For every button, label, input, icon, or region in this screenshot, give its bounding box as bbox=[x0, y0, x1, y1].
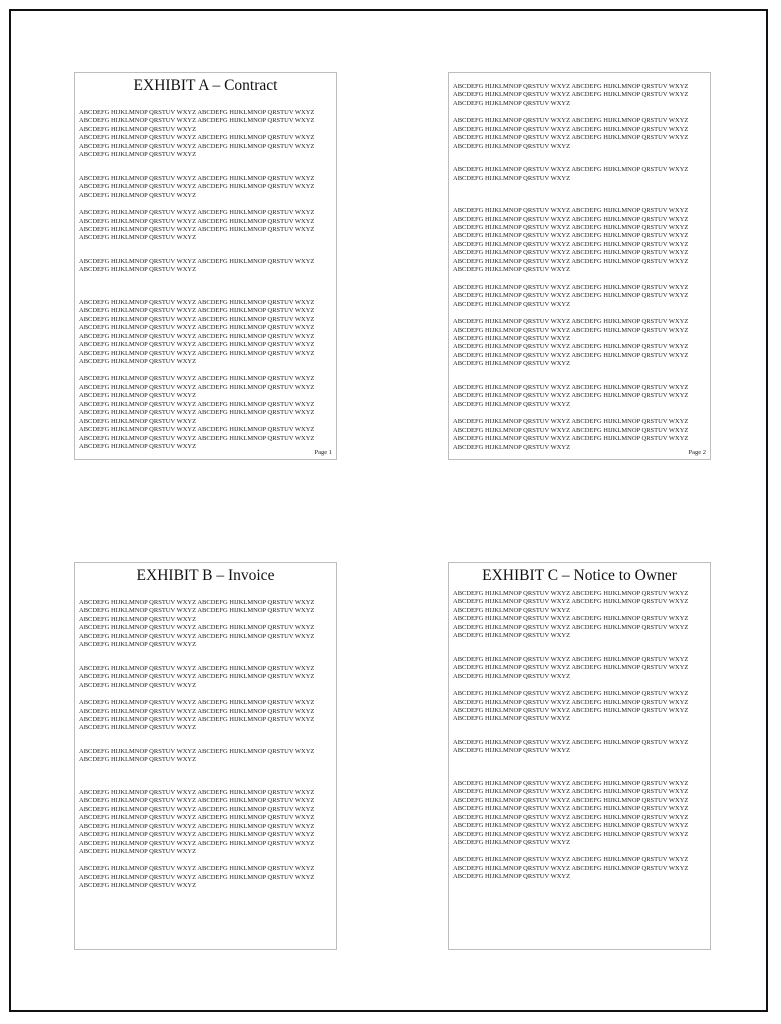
page-number: Page 1 bbox=[314, 449, 332, 456]
text-line: ABCDEFG HIJKLMNOP QRSTUV WXYZ ABCDEFG HIJKLMNOP QRSTUV WXYZ bbox=[79, 332, 315, 340]
text-line: ABCDEFG HIJKLMNOP QRSTUV WXYZ ABCDEFG HIJKLMNOP QRSTUV WXYZ bbox=[453, 215, 689, 223]
text-line: ABCDEFG HIJKLMNOP QRSTUV WXYZ bbox=[79, 234, 197, 242]
page-title: EXHIBIT B – Invoice bbox=[136, 567, 275, 584]
page-exhibit-c bbox=[448, 562, 711, 950]
text-line: ABCDEFG HIJKLMNOP QRSTUV WXYZ ABCDEFG HIJKLMNOP QRSTUV WXYZ bbox=[453, 83, 689, 90]
text-line: ABCDEFG HIJKLMNOP QRSTUV WXYZ ABCDEFG HIJKLMNOP QRSTUV WXYZ bbox=[453, 664, 689, 672]
text-line: ABCDEFG HIJKLMNOP QRSTUV WXYZ bbox=[453, 266, 571, 274]
paragraph bbox=[453, 117, 706, 151]
text-line: ABCDEFG HIJKLMNOP QRSTUV WXYZ ABCDEFG HIJKLMNOP QRSTUV WXYZ bbox=[79, 599, 315, 606]
text-line: ABCDEFG HIJKLMNOP QRSTUV WXYZ ABCDEFG HIJKLMNOP QRSTUV WXYZ bbox=[79, 607, 315, 615]
text-line: ABCDEFG HIJKLMNOP QRSTUV WXYZ ABCDEFG HIJKLMNOP QRSTUV WXYZ bbox=[79, 873, 315, 881]
text-line: ABCDEFG HIJKLMNOP QRSTUV WXYZ bbox=[79, 151, 197, 159]
paragraph bbox=[79, 789, 332, 857]
text-line: ABCDEFG HIJKLMNOP QRSTUV WXYZ bbox=[453, 747, 571, 755]
text-line: ABCDEFG HIJKLMNOP QRSTUV WXYZ ABCDEFG HIJKLMNOP QRSTUV WXYZ bbox=[79, 400, 315, 408]
text-line: ABCDEFG HIJKLMNOP QRSTUV WXYZ ABCDEFG HIJKLMNOP QRSTUV WXYZ bbox=[453, 779, 689, 787]
text-line: ABCDEFG HIJKLMNOP QRSTUV WXYZ ABCDEFG HIJKLMNOP QRSTUV WXYZ bbox=[453, 166, 689, 174]
text-line: ABCDEFG HIJKLMNOP QRSTUV WXYZ ABCDEFG HIJKLMNOP QRSTUV WXYZ bbox=[79, 341, 315, 349]
text-line: ABCDEFG HIJKLMNOP QRSTUV WXYZ ABCDEFG HIJKLMNOP QRSTUV WXYZ bbox=[453, 240, 689, 248]
text-line: ABCDEFG HIJKLMNOP QRSTUV WXYZ ABCDEFG HIJKLMNOP QRSTUV WXYZ bbox=[453, 690, 689, 698]
text-line: ABCDEFG HIJKLMNOP QRSTUV WXYZ ABCDEFG HIJKLMNOP QRSTUV WXYZ bbox=[453, 706, 689, 714]
text-line: ABCDEFG HIJKLMNOP QRSTUV WXYZ ABCDEFG HIJKLMNOP QRSTUV WXYZ bbox=[453, 822, 689, 830]
text-line: ABCDEFG HIJKLMNOP QRSTUV WXYZ bbox=[453, 142, 571, 150]
paragraph bbox=[453, 418, 706, 452]
paragraph bbox=[453, 656, 706, 681]
text-line: ABCDEFG HIJKLMNOP QRSTUV WXYZ ABCDEFG HIJKLMNOP QRSTUV WXYZ bbox=[79, 349, 315, 357]
text-line: ABCDEFG HIJKLMNOP QRSTUV WXYZ ABCDEFG HIJKLMNOP QRSTUV WXYZ bbox=[453, 257, 689, 265]
paragraph bbox=[79, 865, 332, 890]
paragraph bbox=[79, 209, 332, 243]
text-line: ABCDEFG HIJKLMNOP QRSTUV WXYZ ABCDEFG HIJKLMNOP QRSTUV WXYZ bbox=[79, 225, 315, 233]
text-line: ABCDEFG HIJKLMNOP QRSTUV WXYZ bbox=[79, 615, 197, 623]
text-line: ABCDEFG HIJKLMNOP QRSTUV WXYZ ABCDEFG HIJKLMNOP QRSTUV WXYZ bbox=[79, 315, 315, 323]
text-line: ABCDEFG HIJKLMNOP QRSTUV WXYZ ABCDEFG HIJKLMNOP QRSTUV WXYZ bbox=[79, 134, 315, 142]
text-line: ABCDEFG HIJKLMNOP QRSTUV WXYZ ABCDEFG HIJKLMNOP QRSTUV WXYZ bbox=[79, 257, 315, 265]
paragraph bbox=[79, 299, 332, 367]
text-line: ABCDEFG HIJKLMNOP QRSTUV WXYZ ABCDEFG HIJKLMNOP QRSTUV WXYZ bbox=[453, 590, 689, 597]
text-line: ABCDEFG HIJKLMNOP QRSTUV WXYZ ABCDEFG HIJKLMNOP QRSTUV WXYZ bbox=[79, 788, 315, 796]
text-line: ABCDEFG HIJKLMNOP QRSTUV WXYZ bbox=[453, 300, 571, 308]
text-line: ABCDEFG HIJKLMNOP QRSTUV WXYZ bbox=[79, 417, 197, 425]
text-line: ABCDEFG HIJKLMNOP QRSTUV WXYZ bbox=[453, 360, 571, 368]
text-line: ABCDEFG HIJKLMNOP QRSTUV WXYZ bbox=[79, 641, 197, 649]
text-line: ABCDEFG HIJKLMNOP QRSTUV WXYZ bbox=[79, 191, 197, 199]
text-line: ABCDEFG HIJKLMNOP QRSTUV WXYZ ABCDEFG HIJKLMNOP QRSTUV WXYZ bbox=[453, 223, 689, 231]
text-line: ABCDEFG HIJKLMNOP QRSTUV WXYZ bbox=[79, 392, 197, 400]
text-line: ABCDEFG HIJKLMNOP QRSTUV WXYZ ABCDEFG HIJKLMNOP QRSTUV WXYZ bbox=[79, 209, 315, 217]
text-line: ABCDEFG HIJKLMNOP QRSTUV WXYZ ABCDEFG HIJKLMNOP QRSTUV WXYZ bbox=[79, 632, 315, 640]
text-line: ABCDEFG HIJKLMNOP QRSTUV WXYZ ABCDEFG HIJKLMNOP QRSTUV WXYZ bbox=[453, 698, 689, 706]
text-line: ABCDEFG HIJKLMNOP QRSTUV WXYZ ABCDEFG HIJKLMNOP QRSTUV WXYZ bbox=[453, 796, 689, 804]
text-line: ABCDEFG HIJKLMNOP QRSTUV WXYZ ABCDEFG HIJKLMNOP QRSTUV WXYZ bbox=[79, 865, 315, 873]
text-line: ABCDEFG HIJKLMNOP QRSTUV WXYZ ABCDEFG HIJKLMNOP QRSTUV WXYZ bbox=[79, 183, 315, 191]
text-line: ABCDEFG HIJKLMNOP QRSTUV WXYZ ABCDEFG HIJKLMNOP QRSTUV WXYZ bbox=[453, 856, 689, 864]
paragraph bbox=[79, 258, 332, 275]
paragraph bbox=[79, 599, 332, 650]
text-line: ABCDEFG HIJKLMNOP QRSTUV WXYZ ABCDEFG HIJKLMNOP QRSTUV WXYZ bbox=[453, 283, 689, 291]
text-line: ABCDEFG HIJKLMNOP QRSTUV WXYZ ABCDEFG HIJKLMNOP QRSTUV WXYZ bbox=[79, 174, 315, 182]
text-line: ABCDEFG HIJKLMNOP QRSTUV WXYZ ABCDEFG HIJKLMNOP QRSTUV WXYZ bbox=[453, 117, 689, 125]
text-line: ABCDEFG HIJKLMNOP QRSTUV WXYZ bbox=[453, 838, 571, 846]
text-line: ABCDEFG HIJKLMNOP QRSTUV WXYZ ABCDEFG HIJKLMNOP QRSTUV WXYZ bbox=[79, 839, 315, 847]
paragraph bbox=[453, 166, 706, 183]
text-line: ABCDEFG HIJKLMNOP QRSTUV WXYZ ABCDEFG HIJKLMNOP QRSTUV WXYZ bbox=[453, 435, 689, 443]
text-line: ABCDEFG HIJKLMNOP QRSTUV WXYZ ABCDEFG HIJKLMNOP QRSTUV WXYZ bbox=[453, 805, 689, 813]
text-line: ABCDEFG HIJKLMNOP QRSTUV WXYZ bbox=[453, 606, 571, 614]
text-line: ABCDEFG HIJKLMNOP QRSTUV WXYZ ABCDEFG HIJKLMNOP QRSTUV WXYZ bbox=[453, 343, 689, 351]
text-line: ABCDEFG HIJKLMNOP QRSTUV WXYZ ABCDEFG HIJKLMNOP QRSTUV WXYZ bbox=[453, 418, 689, 426]
text-line: ABCDEFG HIJKLMNOP QRSTUV WXYZ ABCDEFG HIJKLMNOP QRSTUV WXYZ bbox=[79, 831, 315, 839]
paragraph bbox=[79, 665, 332, 690]
text-line: ABCDEFG HIJKLMNOP QRSTUV WXYZ ABCDEFG HIJKLMNOP QRSTUV WXYZ bbox=[453, 830, 689, 838]
text-line: ABCDEFG HIJKLMNOP QRSTUV WXYZ ABCDEFG HIJKLMNOP QRSTUV WXYZ bbox=[79, 109, 315, 116]
text-line: ABCDEFG HIJKLMNOP QRSTUV WXYZ ABCDEFG HIJKLMNOP QRSTUV WXYZ bbox=[79, 664, 315, 672]
text-line: ABCDEFG HIJKLMNOP QRSTUV WXYZ ABCDEFG HIJKLMNOP QRSTUV WXYZ bbox=[79, 217, 315, 225]
text-line: ABCDEFG HIJKLMNOP QRSTUV WXYZ ABCDEFG HIJKLMNOP QRSTUV WXYZ bbox=[79, 707, 315, 715]
text-line: ABCDEFG HIJKLMNOP QRSTUV WXYZ ABCDEFG HIJKLMNOP QRSTUV WXYZ bbox=[453, 326, 689, 334]
text-line: ABCDEFG HIJKLMNOP QRSTUV WXYZ bbox=[453, 99, 571, 107]
paragraph bbox=[453, 856, 706, 881]
paragraph bbox=[453, 207, 706, 275]
text-line: ABCDEFG HIJKLMNOP QRSTUV WXYZ bbox=[453, 400, 571, 408]
page-title: EXHIBIT C – Notice to Owner bbox=[482, 567, 677, 584]
text-line: ABCDEFG HIJKLMNOP QRSTUV WXYZ ABCDEFG HIJKLMNOP QRSTUV WXYZ bbox=[79, 624, 315, 632]
text-line: ABCDEFG HIJKLMNOP QRSTUV WXYZ bbox=[79, 357, 197, 365]
paragraph bbox=[453, 780, 706, 848]
paragraph bbox=[453, 318, 706, 369]
paragraph bbox=[453, 690, 706, 724]
text-line: ABCDEFG HIJKLMNOP QRSTUV WXYZ ABCDEFG HIJKLMNOP QRSTUV WXYZ bbox=[453, 91, 689, 99]
page-number: Page 2 bbox=[688, 449, 706, 456]
text-line: ABCDEFG HIJKLMNOP QRSTUV WXYZ bbox=[453, 443, 571, 451]
page-exhibit-a-continued bbox=[448, 72, 711, 460]
paragraph bbox=[453, 590, 706, 641]
text-line: ABCDEFG HIJKLMNOP QRSTUV WXYZ ABCDEFG HIJKLMNOP QRSTUV WXYZ bbox=[453, 351, 689, 359]
text-line: ABCDEFG HIJKLMNOP QRSTUV WXYZ ABCDEFG HIJKLMNOP QRSTUV WXYZ bbox=[79, 426, 315, 434]
text-line: ABCDEFG HIJKLMNOP QRSTUV WXYZ ABCDEFG HIJKLMNOP QRSTUV WXYZ bbox=[453, 864, 689, 872]
text-line: ABCDEFG HIJKLMNOP QRSTUV WXYZ bbox=[453, 334, 571, 342]
text-line: ABCDEFG HIJKLMNOP QRSTUV WXYZ ABCDEFG HIJKLMNOP QRSTUV WXYZ bbox=[79, 699, 315, 707]
text-line: ABCDEFG HIJKLMNOP QRSTUV WXYZ ABCDEFG HIJKLMNOP QRSTUV WXYZ bbox=[79, 747, 315, 755]
paragraph bbox=[453, 739, 706, 756]
text-line: ABCDEFG HIJKLMNOP QRSTUV WXYZ ABCDEFG HIJKLMNOP QRSTUV WXYZ bbox=[453, 615, 689, 623]
text-line: ABCDEFG HIJKLMNOP QRSTUV WXYZ bbox=[79, 847, 197, 855]
paragraph bbox=[79, 748, 332, 765]
text-line: ABCDEFG HIJKLMNOP QRSTUV WXYZ ABCDEFG HIJKLMNOP QRSTUV WXYZ bbox=[79, 375, 315, 383]
text-line: ABCDEFG HIJKLMNOP QRSTUV WXYZ ABCDEFG HIJKLMNOP QRSTUV WXYZ bbox=[79, 324, 315, 332]
text-line: ABCDEFG HIJKLMNOP QRSTUV WXYZ ABCDEFG HIJKLMNOP QRSTUV WXYZ bbox=[453, 813, 689, 821]
text-line: ABCDEFG HIJKLMNOP QRSTUV WXYZ ABCDEFG HIJKLMNOP QRSTUV WXYZ bbox=[79, 298, 315, 306]
text-line: ABCDEFG HIJKLMNOP QRSTUV WXYZ bbox=[453, 873, 571, 881]
text-line: ABCDEFG HIJKLMNOP QRSTUV WXYZ ABCDEFG HIJKLMNOP QRSTUV WXYZ bbox=[453, 623, 689, 631]
page-title: EXHIBIT A – Contract bbox=[133, 77, 278, 94]
text-line: ABCDEFG HIJKLMNOP QRSTUV WXYZ bbox=[79, 756, 197, 764]
text-line: ABCDEFG HIJKLMNOP QRSTUV WXYZ ABCDEFG HIJKLMNOP QRSTUV WXYZ bbox=[79, 814, 315, 822]
text-line: ABCDEFG HIJKLMNOP QRSTUV WXYZ bbox=[453, 174, 571, 182]
text-line: ABCDEFG HIJKLMNOP QRSTUV WXYZ ABCDEFG HIJKLMNOP QRSTUV WXYZ bbox=[453, 788, 689, 796]
text-line: ABCDEFG HIJKLMNOP QRSTUV WXYZ bbox=[79, 681, 197, 689]
text-line: ABCDEFG HIJKLMNOP QRSTUV WXYZ ABCDEFG HIJKLMNOP QRSTUV WXYZ bbox=[453, 125, 689, 133]
paragraph bbox=[79, 109, 332, 160]
paragraph bbox=[79, 699, 332, 733]
text-line: ABCDEFG HIJKLMNOP QRSTUV WXYZ ABCDEFG HIJKLMNOP QRSTUV WXYZ bbox=[453, 392, 689, 400]
text-line: ABCDEFG HIJKLMNOP QRSTUV WXYZ ABCDEFG HIJKLMNOP QRSTUV WXYZ bbox=[79, 715, 315, 723]
text-line: ABCDEFG HIJKLMNOP QRSTUV WXYZ ABCDEFG HIJKLMNOP QRSTUV WXYZ bbox=[79, 434, 315, 442]
text-line: ABCDEFG HIJKLMNOP QRSTUV WXYZ ABCDEFG HIJKLMNOP QRSTUV WXYZ bbox=[79, 822, 315, 830]
page-exhibit-a bbox=[74, 72, 337, 460]
text-line: ABCDEFG HIJKLMNOP QRSTUV WXYZ ABCDEFG HIJKLMNOP QRSTUV WXYZ bbox=[453, 318, 689, 326]
paragraph bbox=[453, 384, 706, 409]
text-line: ABCDEFG HIJKLMNOP QRSTUV WXYZ ABCDEFG HIJKLMNOP QRSTUV WXYZ bbox=[453, 738, 689, 746]
text-line: ABCDEFG HIJKLMNOP QRSTUV WXYZ bbox=[453, 672, 571, 680]
text-line: ABCDEFG HIJKLMNOP QRSTUV WXYZ bbox=[79, 266, 197, 274]
text-line: ABCDEFG HIJKLMNOP QRSTUV WXYZ ABCDEFG HIJKLMNOP QRSTUV WXYZ bbox=[453, 655, 689, 663]
text-line: ABCDEFG HIJKLMNOP QRSTUV WXYZ ABCDEFG HIJKLMNOP QRSTUV WXYZ bbox=[453, 207, 689, 215]
paragraph bbox=[79, 375, 332, 451]
text-line: ABCDEFG HIJKLMNOP QRSTUV WXYZ ABCDEFG HIJKLMNOP QRSTUV WXYZ bbox=[79, 307, 315, 315]
text-line: ABCDEFG HIJKLMNOP QRSTUV WXYZ bbox=[79, 125, 197, 133]
text-line: ABCDEFG HIJKLMNOP QRSTUV WXYZ bbox=[453, 632, 571, 640]
text-line: ABCDEFG HIJKLMNOP QRSTUV WXYZ ABCDEFG HIJKLMNOP QRSTUV WXYZ bbox=[453, 292, 689, 300]
paragraph bbox=[453, 284, 706, 309]
text-line: ABCDEFG HIJKLMNOP QRSTUV WXYZ ABCDEFG HIJKLMNOP QRSTUV WXYZ bbox=[453, 232, 689, 240]
text-line: ABCDEFG HIJKLMNOP QRSTUV WXYZ bbox=[79, 724, 197, 732]
text-line: ABCDEFG HIJKLMNOP QRSTUV WXYZ bbox=[79, 882, 197, 890]
text-line: ABCDEFG HIJKLMNOP QRSTUV WXYZ ABCDEFG HIJKLMNOP QRSTUV WXYZ bbox=[79, 673, 315, 681]
text-line: ABCDEFG HIJKLMNOP QRSTUV WXYZ ABCDEFG HIJKLMNOP QRSTUV WXYZ bbox=[79, 142, 315, 150]
text-line: ABCDEFG HIJKLMNOP QRSTUV WXYZ bbox=[453, 715, 571, 723]
text-line: ABCDEFG HIJKLMNOP QRSTUV WXYZ ABCDEFG HIJKLMNOP QRSTUV WXYZ bbox=[79, 117, 315, 125]
paragraph bbox=[79, 175, 332, 200]
text-line: ABCDEFG HIJKLMNOP QRSTUV WXYZ ABCDEFG HIJKLMNOP QRSTUV WXYZ bbox=[453, 249, 689, 257]
text-line: ABCDEFG HIJKLMNOP QRSTUV WXYZ ABCDEFG HIJKLMNOP QRSTUV WXYZ bbox=[79, 409, 315, 417]
text-line: ABCDEFG HIJKLMNOP QRSTUV WXYZ bbox=[79, 443, 197, 451]
text-line: ABCDEFG HIJKLMNOP QRSTUV WXYZ ABCDEFG HIJKLMNOP QRSTUV WXYZ bbox=[79, 383, 315, 391]
text-line: ABCDEFG HIJKLMNOP QRSTUV WXYZ ABCDEFG HIJKLMNOP QRSTUV WXYZ bbox=[453, 426, 689, 434]
text-line: ABCDEFG HIJKLMNOP QRSTUV WXYZ ABCDEFG HIJKLMNOP QRSTUV WXYZ bbox=[79, 805, 315, 813]
text-line: ABCDEFG HIJKLMNOP QRSTUV WXYZ ABCDEFG HIJKLMNOP QRSTUV WXYZ bbox=[453, 598, 689, 606]
text-line: ABCDEFG HIJKLMNOP QRSTUV WXYZ ABCDEFG HIJKLMNOP QRSTUV WXYZ bbox=[453, 134, 689, 142]
paragraph bbox=[453, 83, 706, 108]
text-line: ABCDEFG HIJKLMNOP QRSTUV WXYZ ABCDEFG HIJKLMNOP QRSTUV WXYZ bbox=[453, 383, 689, 391]
text-line: ABCDEFG HIJKLMNOP QRSTUV WXYZ ABCDEFG HIJKLMNOP QRSTUV WXYZ bbox=[79, 797, 315, 805]
page-exhibit-b bbox=[74, 562, 337, 950]
